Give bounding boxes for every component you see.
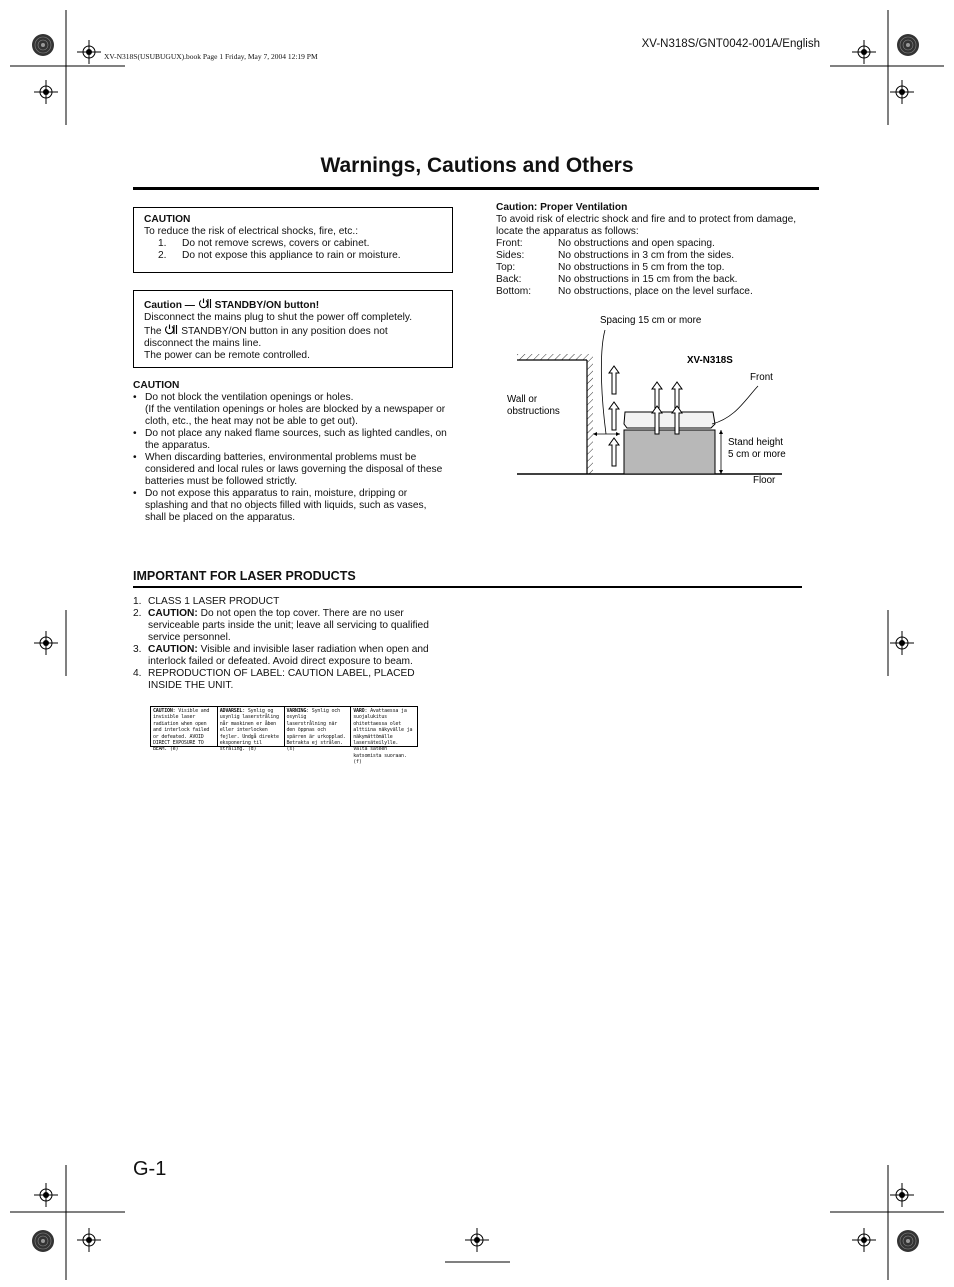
standby-line: Disconnect the mains plug to shut the power off completely. [144,312,413,323]
ventilation-intro: locate the apparatus as follows: [496,226,639,237]
caution-list-item: • When discarding batteries, environmental problems must be considered and local rules or laws governing the disposal of these batteries must be followed strictly. [133,452,443,487]
laser-heading: IMPORTANT FOR LASER PRODUCTS [133,569,356,583]
title-rule [133,187,819,190]
document-id: XV-N318S/GNT0042-001A/English [641,38,820,50]
laser-item: 4. REPRODUCTION OF LABEL: CAUTION LABEL, PLACED INSIDE THE UNIT. [133,668,415,691]
laser-rule [133,586,802,588]
page-number: G-1 [133,1158,167,1180]
laser-item: 2. CAUTION: Do not open the top cover. There are no user serviceable parts inside the unit; leave all servicing to qualified service personnel. [133,608,429,643]
floor-label: Floor [753,475,776,486]
ventilation-diagram [500,308,810,490]
label-cell-swedish: VARNING: Synlig och osynlig laserstrålning när den öppnas och spärren är urkopplad. Betrakta ej strålen. (s) [285,707,352,746]
caution-list-item: • Do not place any naked flame sources, such as lighted candles, on the apparatus. [133,428,447,451]
caution-box-intro: To reduce the risk of electrical shocks, fire, etc.: [144,226,359,237]
caution-box-electric [133,207,453,273]
corner-rosette-icon [32,1230,54,1252]
standby-line: The STANDBY/ON button in any position does not [144,326,388,337]
caution-list [133,380,463,524]
caution-item: 1. Do not remove screws, covers or cabinet. [158,238,370,249]
standby-line: The power can be remote controlled. [144,350,310,361]
wall-hatch [517,354,587,360]
laser-caution-label [150,706,418,766]
ventilation-row: Back: No obstructions in 15 cm from the back. [496,274,738,285]
stand [624,430,715,474]
ventilation-row: Top: No obstructions in 5 cm from the top. [496,262,725,273]
label-cell-english: CAUTION: Visible and invisible laser radiation when open and interlock failed or defeated. AVOID DIRECT EXPOSURE TO BEAM. (e) [151,707,218,746]
standby-heading: Caution — STANDBY/ON button! [144,300,320,311]
caution-list-item: • Do not block the ventilation openings or holes. (If the ventilation openings or holes are blocked by a newspaper or cloth, etc., the heat may not be able to get out). [133,392,446,427]
spacing-label: Spacing 15 cm or more [600,315,702,326]
device [624,412,715,428]
file-info-line: XV-N318S(USUBUGUX).book Page 1 Friday, May 7, 2004 12:19 PM [104,52,318,61]
standby-power-icon [164,324,178,335]
airflow-arrow-icon [609,438,619,466]
ventilation-row: Sides: No obstructions in 3 cm from the sides. [496,250,735,261]
caution-box-standby [133,290,453,368]
label-cell-finnish: VARO: Avattaessa ja suojalukitus ohitettaessa olet alttiina näkyvälle ja näkymättömälle lasersäteilylle. Vältä säteen katsomista suoraan. (f) [353,708,413,766]
wall-hatch [587,354,593,474]
stand-label: Stand height [728,437,784,448]
ventilation-row: Bottom: No obstructions, place on the level surface. [496,286,753,297]
corner-rosette-icon [897,34,919,56]
model-label: XV-N318S [687,355,733,366]
wall-label: obstructions [507,406,560,417]
ventilation-row: Front: No obstructions and open spacing. [496,238,715,249]
caution-box-heading: CAUTION [144,214,191,225]
laser-item: 3. CAUTION: Visible and invisible laser radiation when open and interlock failed or defeated. Avoid direct exposure to beam. [133,644,429,667]
standby-line: disconnect the mains line. [144,338,262,349]
ventilation-intro: To avoid risk of electric shock and fire and to protect from damage, [496,214,797,225]
caution-item: 2. Do not expose this appliance to rain or moisture. [158,250,401,261]
wall-label: Wall or [507,394,538,405]
ventilation-heading: Caution: Proper Ventilation [496,202,628,213]
airflow-arrow-icon [609,402,619,430]
laser-item: 1. CLASS 1 LASER PRODUCT [133,596,280,607]
standby-power-icon [198,298,212,309]
ventilation-section [496,202,826,298]
page-title: Warnings, Cautions and Others [320,154,634,177]
caution-list-item: • Do not expose this apparatus to rain, moisture, dripping or splashing and that no objects filled with liquids, such as vases, shall be placed on the apparatus. [133,488,427,523]
laser-list [133,596,463,692]
corner-rosette-icon [32,34,54,56]
airflow-arrow-icon [609,366,619,394]
front-label: Front [750,372,773,383]
stand-label: 5 cm or more [728,449,786,460]
caution-list-heading: CAUTION [133,380,180,391]
label-cell-danish: ADVARSEL: Synlig og usynlig laserstråling når maskinen er åben eller interlocken fejler. Undgå direkte eksponering til stråling. (d) [218,707,285,746]
corner-rosette-icon [897,1230,919,1252]
